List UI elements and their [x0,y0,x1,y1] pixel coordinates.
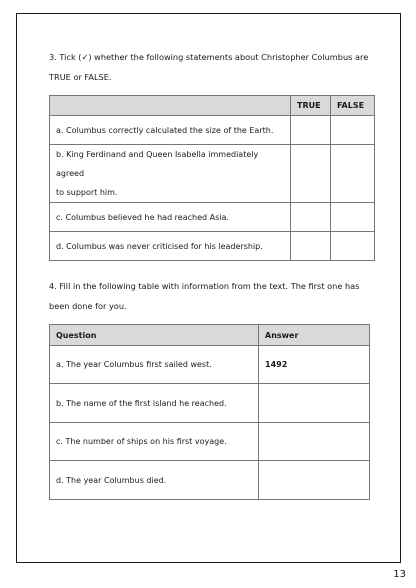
question-3-prompt [49,47,369,87]
statement-a: a. Columbus correctly calculated the size of the Earth. [50,116,291,145]
statement-c: c. Columbus believed he had reached Asia. [50,203,291,232]
true-tick-cell-d[interactable] [291,232,331,261]
statement-row [50,145,375,203]
true-tick-cell-a[interactable] [291,116,331,145]
answer-header: Answer [259,325,370,346]
statement-b-line-2: to support him. [56,188,118,197]
question-4-line-2: been done for you. [49,301,127,311]
statement-d: d. Columbus was never criticised for his leadership. [50,232,291,261]
fill-in-header-row [50,325,370,346]
statement-b [50,145,291,203]
answer-d[interactable] [259,461,370,500]
fill-in-table [49,324,370,500]
answer-b[interactable] [259,384,370,423]
statement-row [50,232,375,261]
false-tick-cell-d[interactable] [331,232,375,261]
question-a: a. The year Columbus first sailed west. [50,346,259,384]
false-tick-cell-b[interactable] [331,145,375,203]
table-row [50,423,370,461]
false-header: FALSE [331,96,375,116]
statement-row [50,116,375,145]
question-d: d. The year Columbus died. [50,461,259,500]
true-tick-cell-c[interactable] [291,203,331,232]
question-b: b. The name of the first island he reached. [50,384,259,423]
table-row [50,461,370,500]
statement-b-line-1: b. King Ferdinand and Queen Isabella immediately agreed [56,150,259,178]
question-header: Question [50,325,259,346]
question-3-line-2: TRUE or FALSE. [49,72,112,82]
answer-a: 1492 [259,346,370,384]
true-tick-cell-b[interactable] [291,145,331,203]
true-false-header-row [50,96,375,116]
true-false-table [49,95,375,261]
table-row [50,346,370,384]
statement-row [50,203,375,232]
question-c: c. The number of ships on his first voyage. [50,423,259,461]
table-row [50,384,370,423]
false-tick-cell-a[interactable] [331,116,375,145]
answer-c[interactable] [259,423,370,461]
question-4-line-1: 4. Fill in the following table with information from the text. The first one has [49,281,360,291]
question-3-line-1: 3. Tick (✓) whether the following statements about Christopher Columbus are [49,52,369,62]
page-number: 13 [393,569,406,580]
statement-header [50,96,291,116]
true-header: TRUE [291,96,331,116]
question-4-prompt [49,276,369,316]
false-tick-cell-c[interactable] [331,203,375,232]
